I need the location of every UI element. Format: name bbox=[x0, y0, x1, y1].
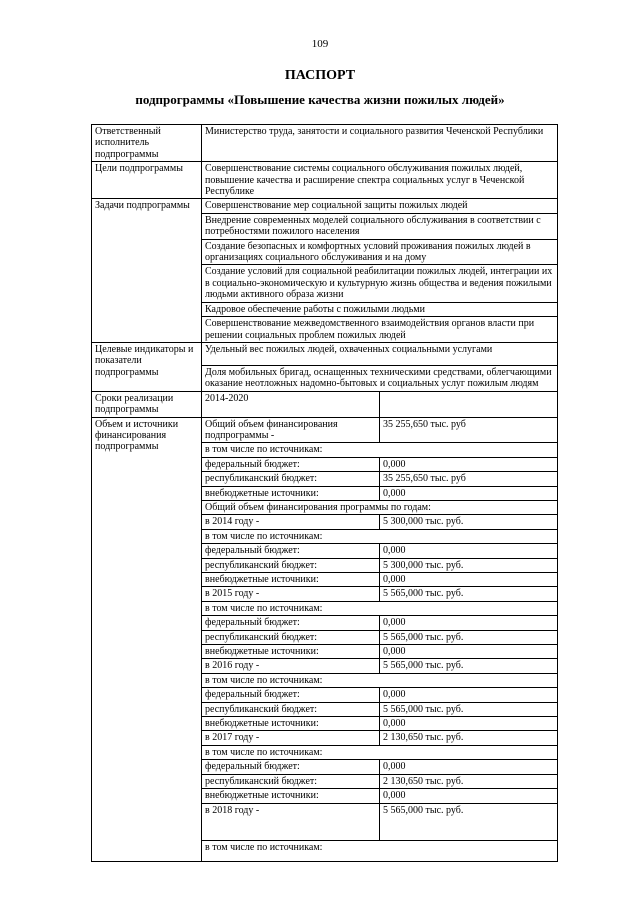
finance-value: 0,000 bbox=[380, 760, 558, 774]
finance-sources-heading: в том числе по источникам: bbox=[202, 443, 558, 457]
row-value-goals: Совершенствование системы социального обслуживания пожилых людей, повышение качества и расширение спектра социальных услуг в Чеченской Республике bbox=[202, 162, 558, 199]
empty-cell bbox=[380, 391, 558, 417]
task-item: Создание безопасных и комфортных условий проживания пожилых людей в организациях социального обслуживания и на дому bbox=[202, 239, 558, 265]
year-total: 2 130,650 тыс. руб. bbox=[380, 731, 558, 745]
finance-label: федеральный бюджет: bbox=[202, 688, 380, 702]
task-item: Создание условий для социальной реабилитации пожилых людей, интеграции их в социально-экономическую и культурную жизнь общества и ведения пожилыми людьми активного образа жизни bbox=[202, 265, 558, 302]
finance-value: 0,000 bbox=[380, 645, 558, 659]
finance-label: республиканский бюджет: bbox=[202, 702, 380, 716]
row-label-period: Сроки реализации подпрограммы bbox=[92, 391, 202, 417]
task-item: Совершенствование мер социальной защиты пожилых людей bbox=[202, 199, 558, 213]
finance-label: республиканский бюджет: bbox=[202, 630, 380, 644]
passport-table bbox=[91, 124, 558, 862]
finance-label: республиканский бюджет: bbox=[202, 558, 380, 572]
finance-value: 0,000 bbox=[380, 717, 558, 731]
year-sources-heading: в том числе по источникам: bbox=[202, 601, 558, 615]
year-sources-heading: в том числе по источникам: bbox=[202, 745, 558, 759]
task-item: Кадровое обеспечение работы с пожилыми людьми bbox=[202, 302, 558, 316]
year-sources-heading: в том числе по источникам: bbox=[202, 673, 558, 687]
table-row bbox=[92, 391, 558, 417]
finance-value: 35 255,650 тыс. руб bbox=[380, 472, 558, 486]
finance-label: внебюджетные источники: bbox=[202, 486, 380, 500]
finance-label: федеральный бюджет: bbox=[202, 544, 380, 558]
finance-value: 0,000 bbox=[380, 544, 558, 558]
finance-value: 2 130,650 тыс. руб. bbox=[380, 774, 558, 788]
year-total: 5 565,000 тыс. руб. bbox=[380, 659, 558, 673]
row-value-responsible: Министерство труда, занятости и социального развития Чеченской Республики bbox=[202, 125, 558, 162]
row-label-tasks: Задачи подпрограммы bbox=[92, 199, 202, 342]
indicator-item: Доля мобильных бригад, оснащенных техническими средствами, облегчающими оказание неотложных надомно-бытовых и социальных услуг пожилым людям bbox=[202, 365, 558, 391]
finance-value: 0,000 bbox=[380, 688, 558, 702]
finance-years-heading: Общий объем финансирования программы по годам: bbox=[202, 500, 558, 514]
finance-label: федеральный бюджет: bbox=[202, 760, 380, 774]
finance-label: республиканский бюджет: bbox=[202, 774, 380, 788]
year-total: 5 300,000 тыс. руб. bbox=[380, 515, 558, 529]
year-label: в 2017 году - bbox=[202, 731, 380, 745]
table-row bbox=[92, 125, 558, 162]
row-label-indicators: Целевые индикаторы и показатели подпрограммы bbox=[92, 342, 202, 391]
finance-label: федеральный бюджет: bbox=[202, 616, 380, 630]
finance-value: 5 565,000 тыс. руб. bbox=[380, 702, 558, 716]
finance-label: республиканский бюджет: bbox=[202, 472, 380, 486]
page-number: 109 bbox=[311, 38, 329, 50]
finance-value: 5 300,000 тыс. руб. bbox=[380, 558, 558, 572]
table-row bbox=[92, 199, 558, 213]
finance-label: внебюджетные источники: bbox=[202, 717, 380, 731]
finance-value: 0,000 bbox=[380, 457, 558, 471]
task-item: Внедрение современных моделей социального обслуживания в соответствии с потребностями пожилого населения bbox=[202, 213, 558, 239]
year-label: в 2014 году - bbox=[202, 515, 380, 529]
table-row bbox=[92, 342, 558, 365]
finance-label: федеральный бюджет: bbox=[202, 457, 380, 471]
finance-value: 0,000 bbox=[380, 486, 558, 500]
finance-value: 0,000 bbox=[380, 789, 558, 803]
row-label-responsible: Ответственный исполнитель подпрограммы bbox=[92, 125, 202, 162]
year-total: 5 565,000 тыс. руб. bbox=[380, 803, 558, 840]
indicator-item: Удельный вес пожилых людей, охваченных социальными услугами bbox=[202, 342, 558, 365]
year-label: в 2018 году - bbox=[202, 803, 380, 840]
row-value-period: 2014-2020 bbox=[202, 391, 380, 417]
row-label-finance: Объем и источники финансирования подпрограммы bbox=[92, 417, 202, 861]
table-row bbox=[92, 162, 558, 199]
task-item: Совершенствование межведомственного взаимодействия органов власти при решении социальных проблем пожилых людей bbox=[202, 317, 558, 343]
finance-total-value: 35 255,650 тыс. руб bbox=[380, 417, 558, 443]
year-label: в 2016 году - bbox=[202, 659, 380, 673]
row-label-goals: Цели подпрограммы bbox=[92, 162, 202, 199]
finance-label: внебюджетные источники: bbox=[202, 645, 380, 659]
finance-value: 5 565,000 тыс. руб. bbox=[380, 630, 558, 644]
finance-value: 0,000 bbox=[380, 616, 558, 630]
year-label: в 2015 году - bbox=[202, 587, 380, 601]
finance-value: 0,000 bbox=[380, 573, 558, 587]
finance-label: внебюджетные источники: bbox=[202, 789, 380, 803]
page-title: ПАСПОРТ bbox=[284, 68, 356, 83]
finance-label: внебюджетные источники: bbox=[202, 573, 380, 587]
finance-total-label: Общий объем финансирования подпрограммы - bbox=[202, 417, 380, 443]
year-sources-heading: в том числе по источникам: bbox=[202, 529, 558, 543]
table-row bbox=[92, 417, 558, 443]
page-subtitle: подпрограммы «Повышение качества жизни пожилых людей» bbox=[135, 92, 505, 107]
year-total: 5 565,000 тыс. руб. bbox=[380, 587, 558, 601]
year-sources-heading: в том числе по источникам: bbox=[202, 840, 558, 861]
